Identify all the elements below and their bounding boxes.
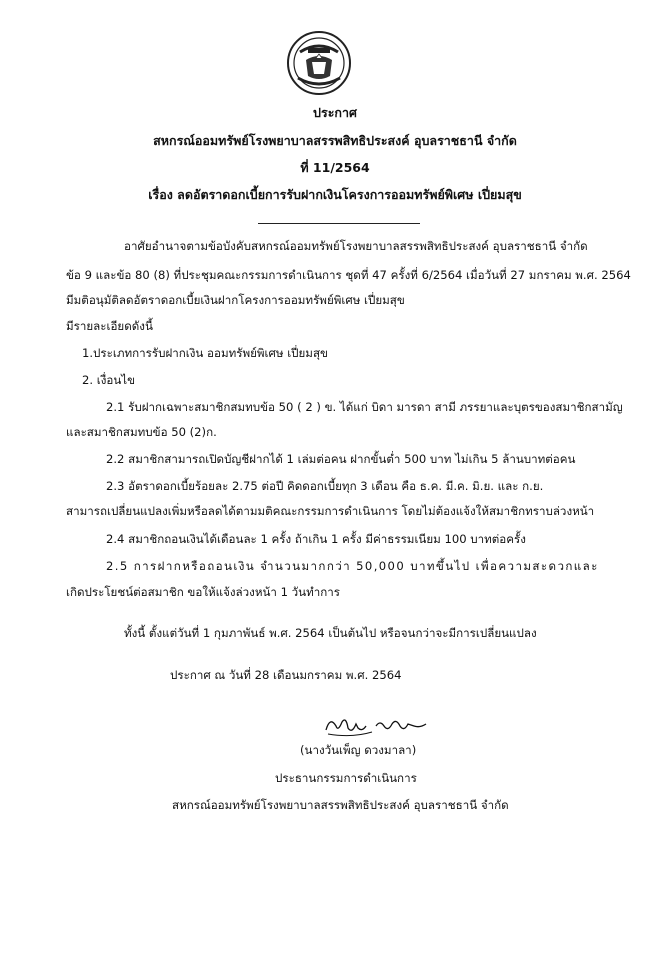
condition-2-5-line-1: 2.5 การฝากหรือถอนเงิน จำนวนมากกว่า 50,000 บาทขึ้นไป เพื่อความสะดวกและ (106, 559, 599, 573)
condition-2-5-line-2: เกิดประโยชน์ต่อสมาชิก ขอให้แจ้งล่วงหน้า 1 วันทำการ (66, 585, 340, 599)
announcement-subject: เรื่อง ลดอัตราดอกเบี้ยการรับฝากเงินโครงการออมทรัพย์พิเศษ เปี่ยมสุข (148, 187, 522, 202)
condition-2-1-line-1: 2.1 รับฝากเฉพาะสมาชิกสมทบข้อ 50 ( 2 ) ข. ได้แก่ บิดา มารดา สามี ภรรยาและบุตรของสมาชิกสามัญ (106, 400, 623, 414)
signatory-position: ประธานกรรมการดำเนินการ (275, 771, 417, 785)
intro-line-4: มีรายละเอียดดังนี้ (66, 319, 153, 333)
signatory-organization: สหกรณ์ออมทรัพย์โรงพยาบาลสรรพสิทธิประสงค์ อุบลราชธานี จำกัด (172, 798, 509, 812)
condition-2-3-line-2: สามารถเปลี่ยนแปลงเพิ่มหรือลดได้ตามมติคณะกรรมการดำเนินการ โดยไม่ต้องแจ้งให้สมาชิกทราบล่วงหน้า (66, 504, 595, 518)
announcement-date: ประกาศ ณ วันที่ 28 เดือนมกราคม พ.ศ. 2564 (170, 668, 402, 682)
heading-divider (258, 223, 420, 224)
intro-line-2: ข้อ 9 และข้อ 80 (8) ที่ประชุมคณะกรรมการดำเนินการ ชุดที่ 47 ครั้งที่ 6/2564 เมื่อวันที่ 27 มกราคม พ.ศ. 2564 (66, 268, 631, 282)
effective-date: ทั้งนี้ ตั้งแต่วันที่ 1 กุมภาพันธ์ พ.ศ. 2564 เป็นต้นไป หรือจนกว่าจะมีการเปลี่ยนแปลง (124, 626, 537, 640)
condition-2-2: 2.2 สมาชิกสามารถเปิดบัญชีฝากได้ 1 เล่มต่อคน ฝากขั้นต่ำ 500 บาท ไม่เกิน 5 ล้านบาทต่อคน (106, 452, 576, 466)
condition-2-4: 2.4 สมาชิกถอนเงินได้เดือนละ 1 ครั้ง ถ้าเกิน 1 ครั้ง มีค่าธรรมเนียม 100 บาทต่อครั้ง (106, 532, 526, 546)
condition-2-3-line-1: 2.3 อัตราดอกเบี้ยร้อยละ 2.75 ต่อปี คิดดอกเบี้ยทุก 3 เดือน คือ ธ.ค. มี.ค. มิ.ย. และ ก.ย. (106, 479, 544, 493)
organization-title: สหกรณ์ออมทรัพย์โรงพยาบาลสรรพสิทธิประสงค์ อุบลราชธานี จำกัด (153, 133, 517, 148)
handwritten-signature (322, 712, 432, 738)
item-2: 2. เงื่อนไข (82, 373, 136, 387)
item-1: 1.ประเภทการรับฝากเงิน ออมทรัพย์พิเศษ เปี่ยมสุข (82, 346, 328, 360)
announcement-number: ที่ 11/2564 (300, 160, 370, 175)
signatory-name: (นางวันเพ็ญ ดวงมาลา) (300, 743, 417, 757)
announcement-heading: ประกาศ (313, 105, 357, 120)
intro-line-3: มีมติอนุมัติลดอัตราดอกเบี้ยเงินฝากโครงการออมทรัพย์พิเศษ เปี่ยมสุข (66, 293, 405, 307)
condition-2-1-line-2: และสมาชิกสมทบข้อ 50 (2)ก. (66, 425, 217, 439)
cooperative-seal-logo (286, 30, 352, 96)
intro-line-1: อาศัยอำนาจตามข้อบังคับสหกรณ์ออมทรัพย์โรงพยาบาลสรรพสิทธิประสงค์ อุบลราชธานี จำกัด (124, 239, 588, 253)
